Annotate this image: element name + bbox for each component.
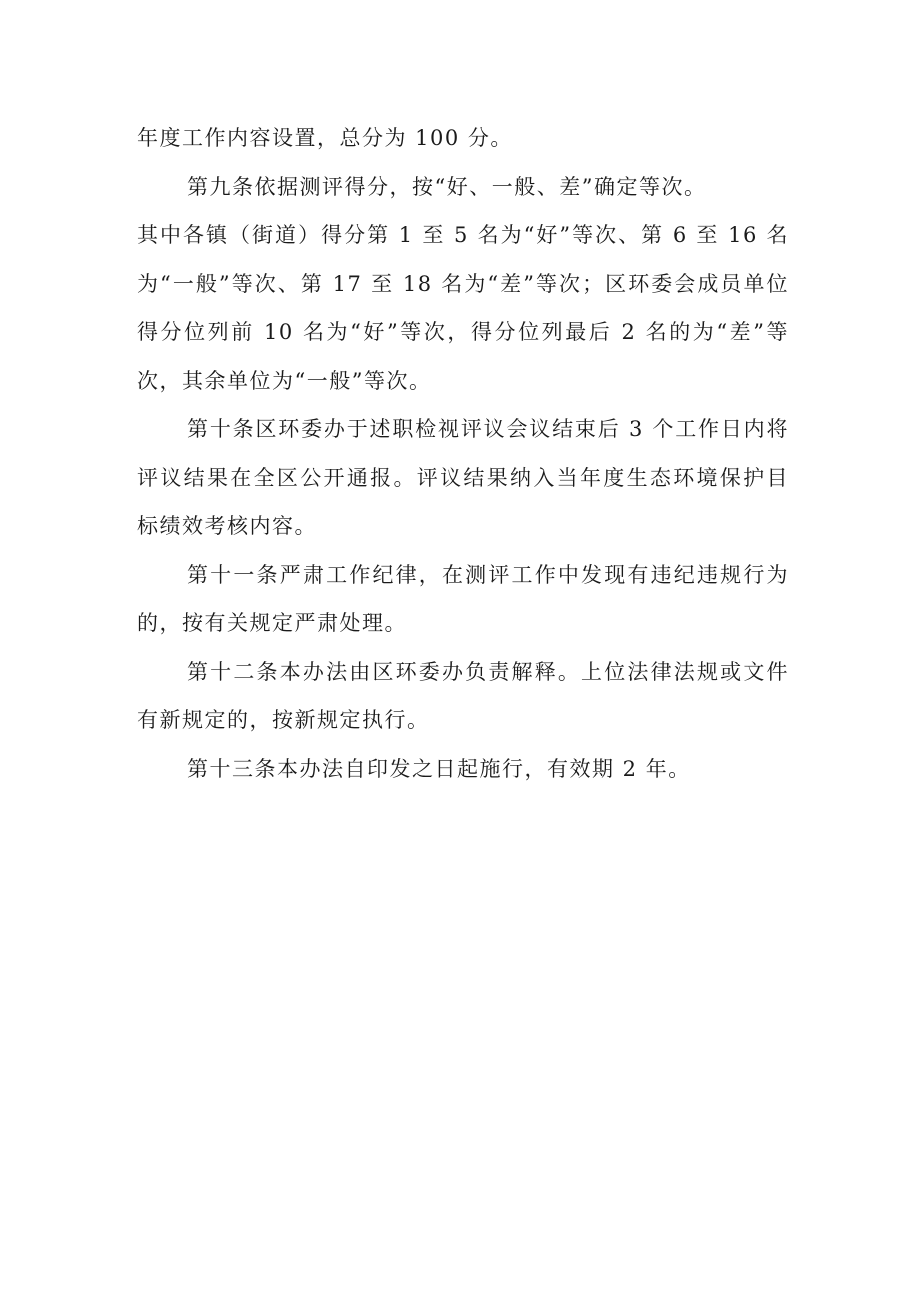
paragraph-article-10: 第十条区环委办于述职检视评议会议结束后 3 个工作日内将评议结果在全区公开通报。评议结果纳入当年度生态环境保护目标绩效考核内容。 bbox=[137, 417, 789, 538]
document-body bbox=[137, 114, 789, 793]
paragraph-article-9: 第九条依据测评得分，按“好、一般、差”确定等次。 bbox=[187, 174, 707, 199]
paragraph-article-12: 第十二条本办法由区环委办负责解释。上位法律法规或文件有新规定的，按新规定执行。 bbox=[137, 659, 789, 732]
paragraph-article-11: 第十一条严肃工作纪律，在测评工作中发现有违纪违规行为的，按有关规定严肃处理。 bbox=[137, 562, 789, 635]
paragraph-total-score: 年度工作内容设置，总分为 100 分。 bbox=[137, 126, 513, 150]
paragraph-article-9-detail: 其中各镇（街道）得分第 1 至 5 名为“好”等次、第 6 至 16 名为“一般”等次、第 17 至 18 名为“差”等次；区环委会成员单位得分位列前 10 名为“好”等次，得分位列最后 2 名的为“差”等次，其余单位为“一般”等次。 bbox=[137, 223, 789, 393]
paragraph-article-13: 第十三条本办法自印发之日起施行，有效期 2 年。 bbox=[187, 756, 691, 781]
